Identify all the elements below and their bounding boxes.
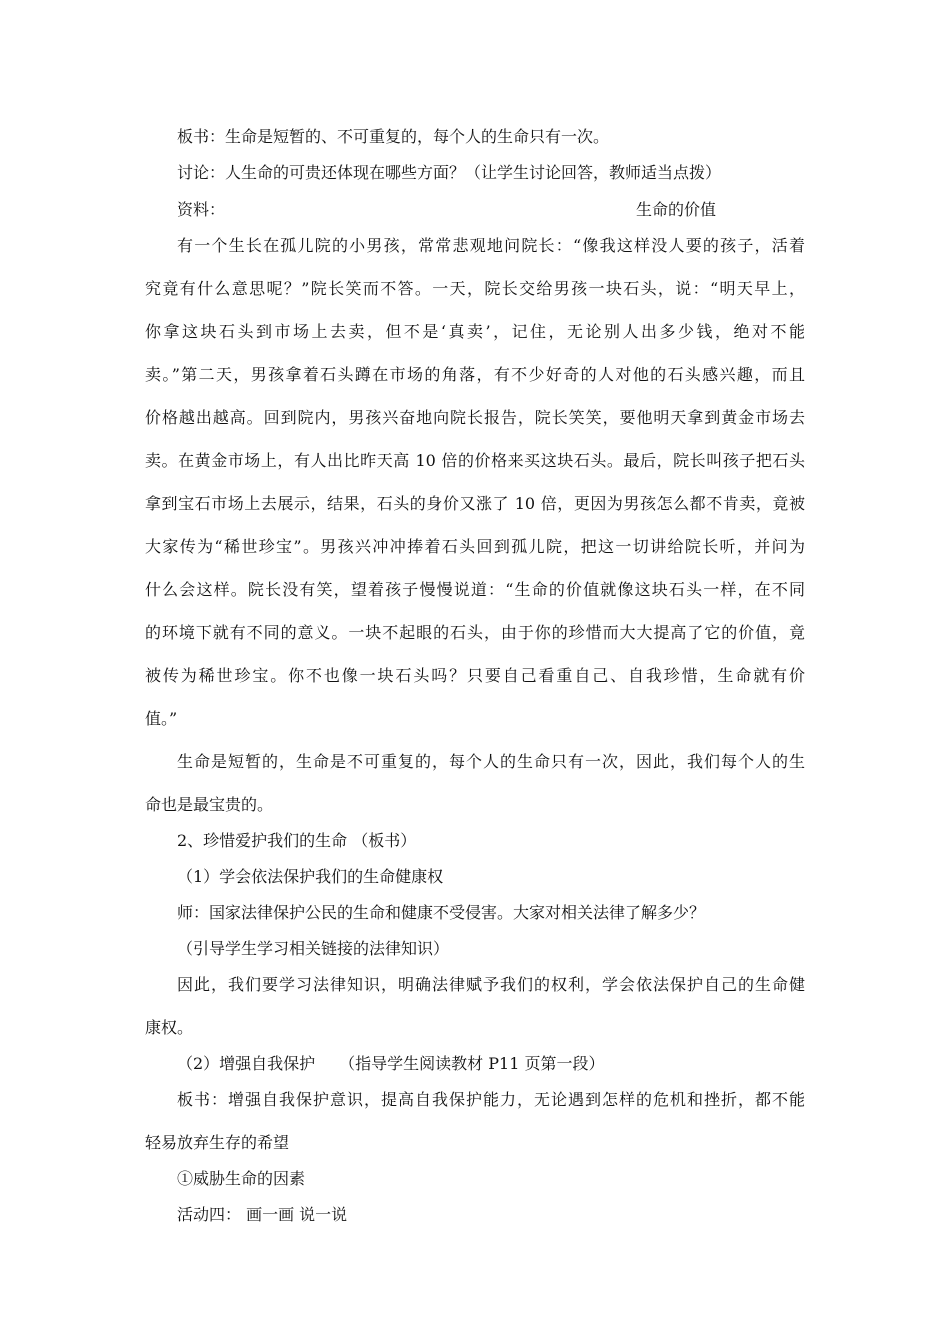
text-line: 有一个生长在孤儿院的小男孩，常常悲观地问院长：“像我这样没人要的孩子，活着 <box>177 236 805 255</box>
text-line: 师：国家法律保护公民的生命和健康不受侵害。大家对相关法律了解多少？ <box>177 903 706 922</box>
subsection-heading: （1）学会依法保护我们的生命健康权 <box>177 867 444 886</box>
text-line: 讨论：人生命的可贵还体现在哪些方面？（让学生讨论回答，教师适当点拨） <box>177 163 722 182</box>
text-line: ①威胁生命的因素 <box>177 1169 306 1188</box>
text-line: 命也是最宝贵的。 <box>145 795 274 814</box>
text-line: 生命是短暂的，生命是不可重复的，每个人的生命只有一次，因此，我们每个人的生 <box>177 752 805 771</box>
text-line: 的环境下就有不同的意义。一块不起眼的石头，由于你的珍惜而大大提高了它的价值，竟 <box>145 623 805 642</box>
text-line: 卖。在黄金市场上，有人出比昨天高 10 倍的价格来买这块石头。最后，院长叫孩子把石头 <box>145 451 805 470</box>
text-line: 资料： <box>177 200 226 219</box>
text-line: 轻易放弃生存的希望 <box>145 1133 290 1152</box>
text-line: 大家传为“稀世珍宝”。男孩兴冲冲捧着石头回到孤儿院，把这一切讲给院长听，并问为 <box>145 537 805 556</box>
text-line: 板书：生命是短暂的、不可重复的，每个人的生命只有一次。 <box>177 127 610 146</box>
text-line: 你拿这块石头到市场上去卖，但不是‘真卖’，记住，无论别人出多少钱，绝对不能 <box>145 322 805 341</box>
text-line: 板书：增强自我保护意识，提高自我保护能力，无论遇到怎样的危机和挫折，都不能 <box>177 1090 805 1109</box>
text-line: 卖。”第二天，男孩拿着石头蹲在市场的角落，有不少好奇的人对他的石头感兴趣，而且 <box>145 365 805 384</box>
text-line: 被传为稀世珍宝。你不也像一块石头吗？只要自己看重自己、自我珍惜，生命就有价 <box>145 666 805 685</box>
text-line: 什么会这样。院长没有笑，望着孩子慢慢说道：“生命的价值就像这块石头一样，在不同 <box>145 580 805 599</box>
text-line: 拿到宝石市场上去展示，结果，石头的身价又涨了 10 倍，更因为男孩怎么都不肯卖，竟被 <box>145 494 805 513</box>
text-line: 价格越出越高。回到院内，男孩兴奋地向院长报告，院长笑笑，要他明天拿到黄金市场去 <box>145 408 805 427</box>
text-line: 因此，我们要学习法律知识，明确法律赋予我们的权利，学会依法保护自己的生命健 <box>177 975 805 994</box>
text-line: 究竟有什么意思呢？”院长笑而不答。一天，院长交给男孩一块石头，说：“明天早上， <box>145 279 805 298</box>
section-heading: 生命的价值 <box>636 200 717 219</box>
section-heading: 2、珍惜爱护我们的生命 （板书） <box>177 831 417 850</box>
subsection-heading: （2）增强自我保护 （指导学生阅读教材 P11 页第一段） <box>177 1054 605 1073</box>
text-line: 活动四： 画一画 说一说 <box>177 1205 348 1224</box>
text-line: 康权。 <box>145 1018 194 1037</box>
text-line: （引导学生学习相关链接的法律知识） <box>177 939 450 958</box>
text-line: 值。” <box>145 709 178 728</box>
